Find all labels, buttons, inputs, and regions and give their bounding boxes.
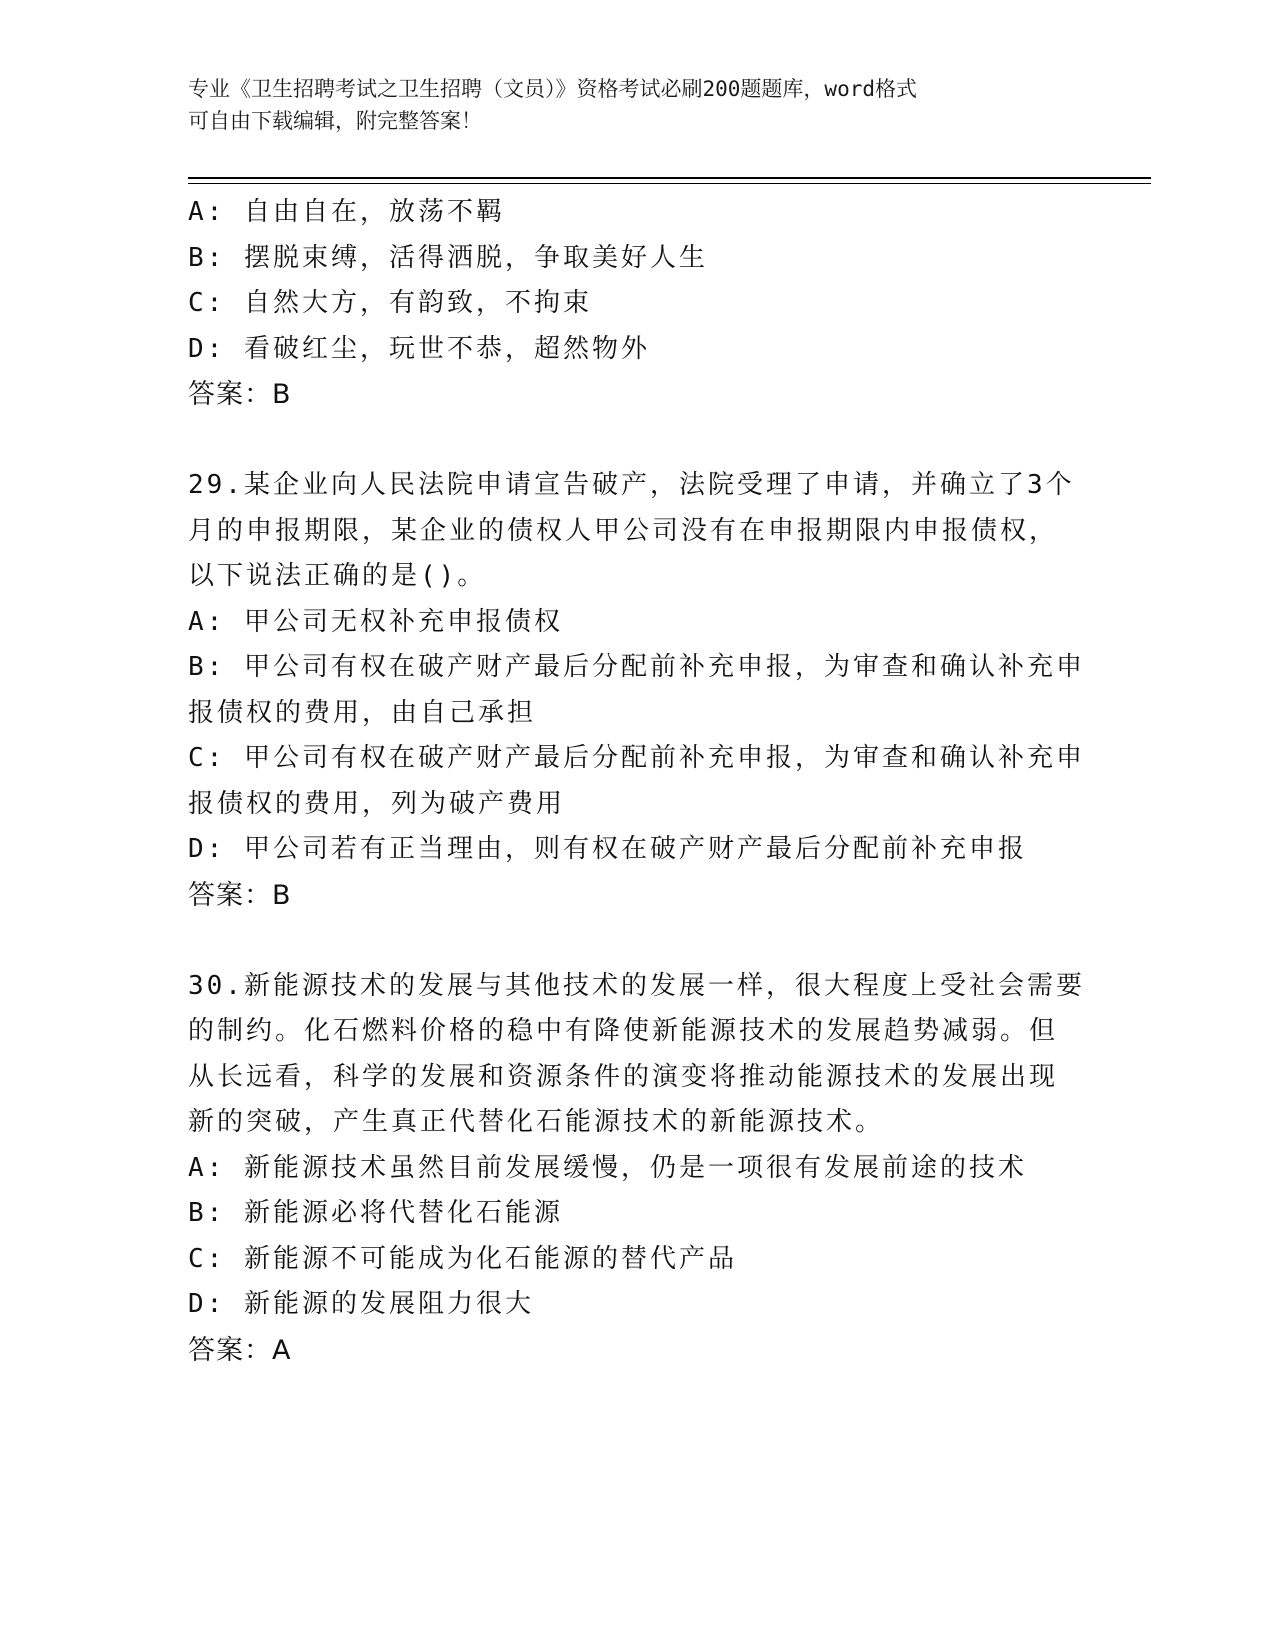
option-d: D: 看破红尘，玩世不恭，超然物外 — [188, 333, 650, 364]
question-29 — [188, 463, 1088, 918]
answer-line: 答案：B — [188, 879, 292, 911]
question-stem-line: 以下说法正确的是()。 — [188, 561, 487, 591]
option-b: B: 新能源必将代替化石能源 — [188, 1198, 563, 1228]
option-c: C: 自然大方，有韵致，不拘束 — [188, 288, 592, 318]
question-stem-line: 月的申报期限，某企业的债权人甲公司没有在申报期限内申报债权， — [188, 515, 1059, 546]
header-line-1: 专业《卫生招聘考试之卫生招聘（文员）》资格考试必刷200题题库，word格式 — [188, 77, 917, 101]
option-b: B: 摆脱束缚，活得洒脱，争取美好人生 — [188, 242, 708, 273]
option-c: C: 甲公司有权在破产财产最后分配前补充申报，为审查和确认补充申 — [188, 743, 1085, 773]
answer-line: 答案：B — [188, 379, 292, 410]
option-c-continued: 报债权的费用，列为破产费用 — [188, 788, 566, 819]
question-stem-line: 新的突破，产生真正代替化石能源技术的新能源技术。 — [188, 1107, 885, 1137]
spacer — [188, 918, 1088, 964]
option-a: A: 甲公司无权补充申报债权 — [188, 606, 563, 637]
option-d: D: 甲公司若有正当理由，则有权在破产财产最后分配前补充申报 — [188, 834, 1027, 864]
question-stem-line: 30.新能源技术的发展与其他技术的发展一样，很大程度上受社会需要 — [188, 970, 1085, 1001]
header-divider-thick — [188, 177, 1151, 179]
spacer — [188, 418, 1088, 464]
question-list — [188, 190, 1088, 1373]
question-28 — [188, 190, 1088, 418]
question-stem-line: 从长远看，科学的发展和资源条件的演变将推动能源技术的发展出现 — [188, 1061, 1059, 1092]
option-a: A: 自由自在，放荡不羁 — [188, 197, 505, 227]
document-header — [188, 73, 1088, 137]
answer-line: 答案：A — [188, 1334, 292, 1366]
header-line-2: 可自由下载编辑，附完整答案！ — [188, 109, 482, 133]
option-c: C: 新能源不可能成为化石能源的替代产品 — [188, 1243, 737, 1274]
question-stem-line: 29.某企业向人民法院申请宣告破产，法院受理了申请，并确立了3个 — [188, 470, 1075, 500]
option-a: A: 新能源技术虽然目前发展缓慢，仍是一项很有发展前途的技术 — [188, 1152, 1027, 1183]
option-b-continued: 报债权的费用，由自己承担 — [188, 697, 537, 728]
header-divider-thin — [188, 183, 1151, 184]
question-stem-line: 的制约。化石燃料价格的稳中有降使新能源技术的发展趋势减弱。但 — [188, 1016, 1059, 1046]
option-d: D: 新能源的发展阻力很大 — [188, 1289, 534, 1319]
option-b: B: 甲公司有权在破产财产最后分配前补充申报，为审查和确认补充申 — [188, 652, 1085, 682]
question-30 — [188, 964, 1088, 1374]
